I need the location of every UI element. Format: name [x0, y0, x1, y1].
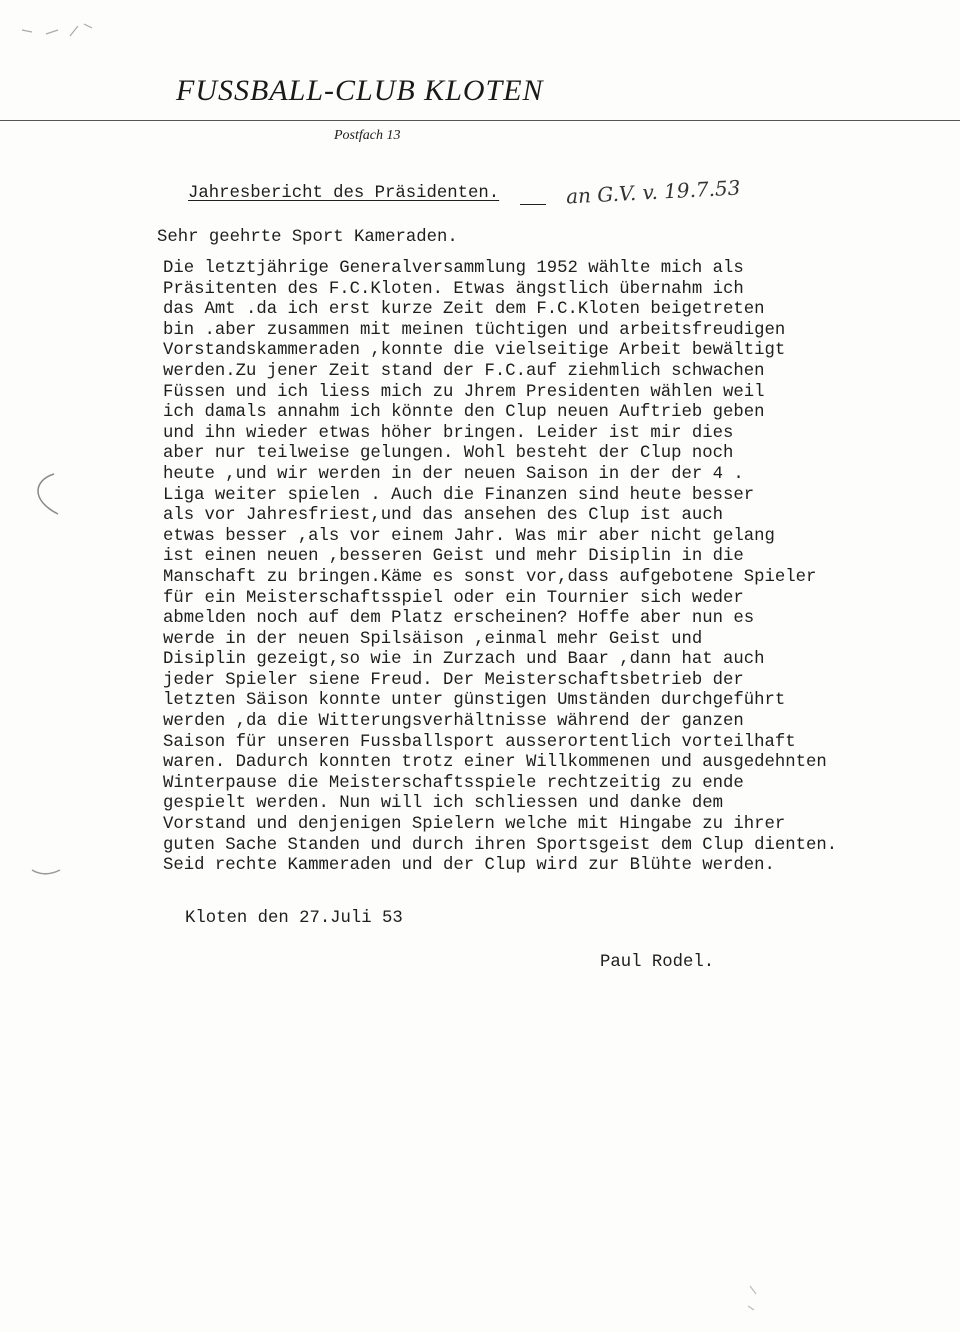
body-line: Winterpause die Meisterschaftsspiele rechtzeitig zu ende	[163, 773, 744, 793]
body-line: heute ,und wir werden in der neuen Saison in der der 4 .	[163, 464, 744, 484]
body-line: bin .aber zusammen mit meinen tüchtigen und arbeitsfreudigen	[163, 320, 786, 340]
scan-mark-bottom-right	[736, 1280, 766, 1320]
signature: Paul Rodel.	[600, 953, 715, 972]
body-line: waren. Dadurch konnten trotz einer Willkommenen und ausgedehnten	[163, 753, 827, 773]
scan-mark-left-upper	[24, 470, 64, 520]
dateline: Kloten den 27.Juli 53	[185, 909, 403, 928]
body-line: für ein Meisterschaftsspiel oder ein Tournier sich weder	[163, 588, 744, 608]
body-line: gespielt werden. Nun will ich schliessen und danke dem	[163, 794, 724, 814]
body-line: als vor Jahresfriest,und das ansehen des Clup ist auch	[163, 506, 724, 526]
handwritten-note: an G.V. v. 19.7.53	[565, 175, 741, 209]
body-line: werde in der neuen Spilsäison ,einmal mehr Geist und	[163, 629, 703, 649]
body-line: etwas besser ,als vor einem Jahr. Was mir aber nicht gelang	[163, 526, 775, 546]
body-line: aber nur teilweise gelungen. Wohl besteht der Clup noch	[163, 444, 734, 464]
title-underline	[520, 204, 546, 205]
club-letterhead: FUSSBALL-CLUB KLOTEN	[176, 74, 544, 107]
letterhead-rule	[0, 120, 960, 121]
postfach-line: Postfach 13	[334, 128, 401, 143]
body-line: Vorstandskammeraden ,konnte die vielseitige Arbeit bewältigt	[163, 341, 786, 361]
body-line: Manschaft zu bringen.Käme es sonst vor,dass aufgebotene Spieler	[163, 567, 817, 587]
body-line: Seid rechte Kammeraden und der Clup wird zur Blühte werden.	[163, 856, 775, 876]
body-line: Füssen und ich liess mich zu Jhrem Presidenten wählen weil	[163, 382, 765, 402]
body-line: jeder Spieler siene Freud. Der Meisterschaftsbetrieb der	[163, 670, 744, 690]
body-line: letzten Säison konnte unter günstigen Umständen durchgeführt	[163, 691, 786, 711]
scan-mark-top-left	[18, 14, 98, 44]
report-body	[163, 259, 837, 877]
body-line: das Amt .da ich erst kurze Zeit dem F.C.Kloten beigetreten	[163, 300, 765, 320]
body-line: ich damals annahm ich könnte den Clup neuen Auftrieb geben	[163, 403, 765, 423]
body-line: guten Sache Standen und durch ihren Sportsgeist dem Clup dienten.	[163, 835, 838, 855]
body-line: Disiplin gezeigt,so wie in Zurzach und Baar ,dann hat auch	[163, 650, 765, 670]
body-line: Saison für unseren Fussballsport ausserortentlich vorteilhaft	[163, 732, 796, 752]
scan-mark-left-lower	[24, 840, 64, 880]
body-line: werden ,da die Witterungsverhältnisse während der ganzen	[163, 712, 744, 732]
body-line: Die letztjährige Generalversammlung 1952 wählte mich als	[163, 259, 744, 278]
body-line: ist einen neuen ,besseren Geist und mehr Disiplin in die	[163, 547, 744, 567]
body-line: Liga weiter spielen . Auch die Finanzen sind heute besser	[163, 485, 755, 505]
body-line: und ihn wieder etwas höher bringen. Leider ist mir dies	[163, 423, 734, 443]
body-line: abmelden noch auf dem Platz erscheinen? Hoffe aber nun es	[163, 609, 755, 629]
body-line: Präsitenten des F.C.Kloten. Etwas ängstlich übernahm ich	[163, 279, 744, 299]
salutation: Sehr geehrte Sport Kameraden.	[157, 228, 458, 247]
body-line: werden.Zu jener Zeit stand der F.C.auf ziehmlich schwachen	[163, 361, 765, 381]
body-line: Vorstand und denjenigen Spielern welche mit Hingabe zu ihrer	[163, 815, 786, 835]
report-title: Jahresbericht des Präsidenten.	[188, 184, 500, 203]
